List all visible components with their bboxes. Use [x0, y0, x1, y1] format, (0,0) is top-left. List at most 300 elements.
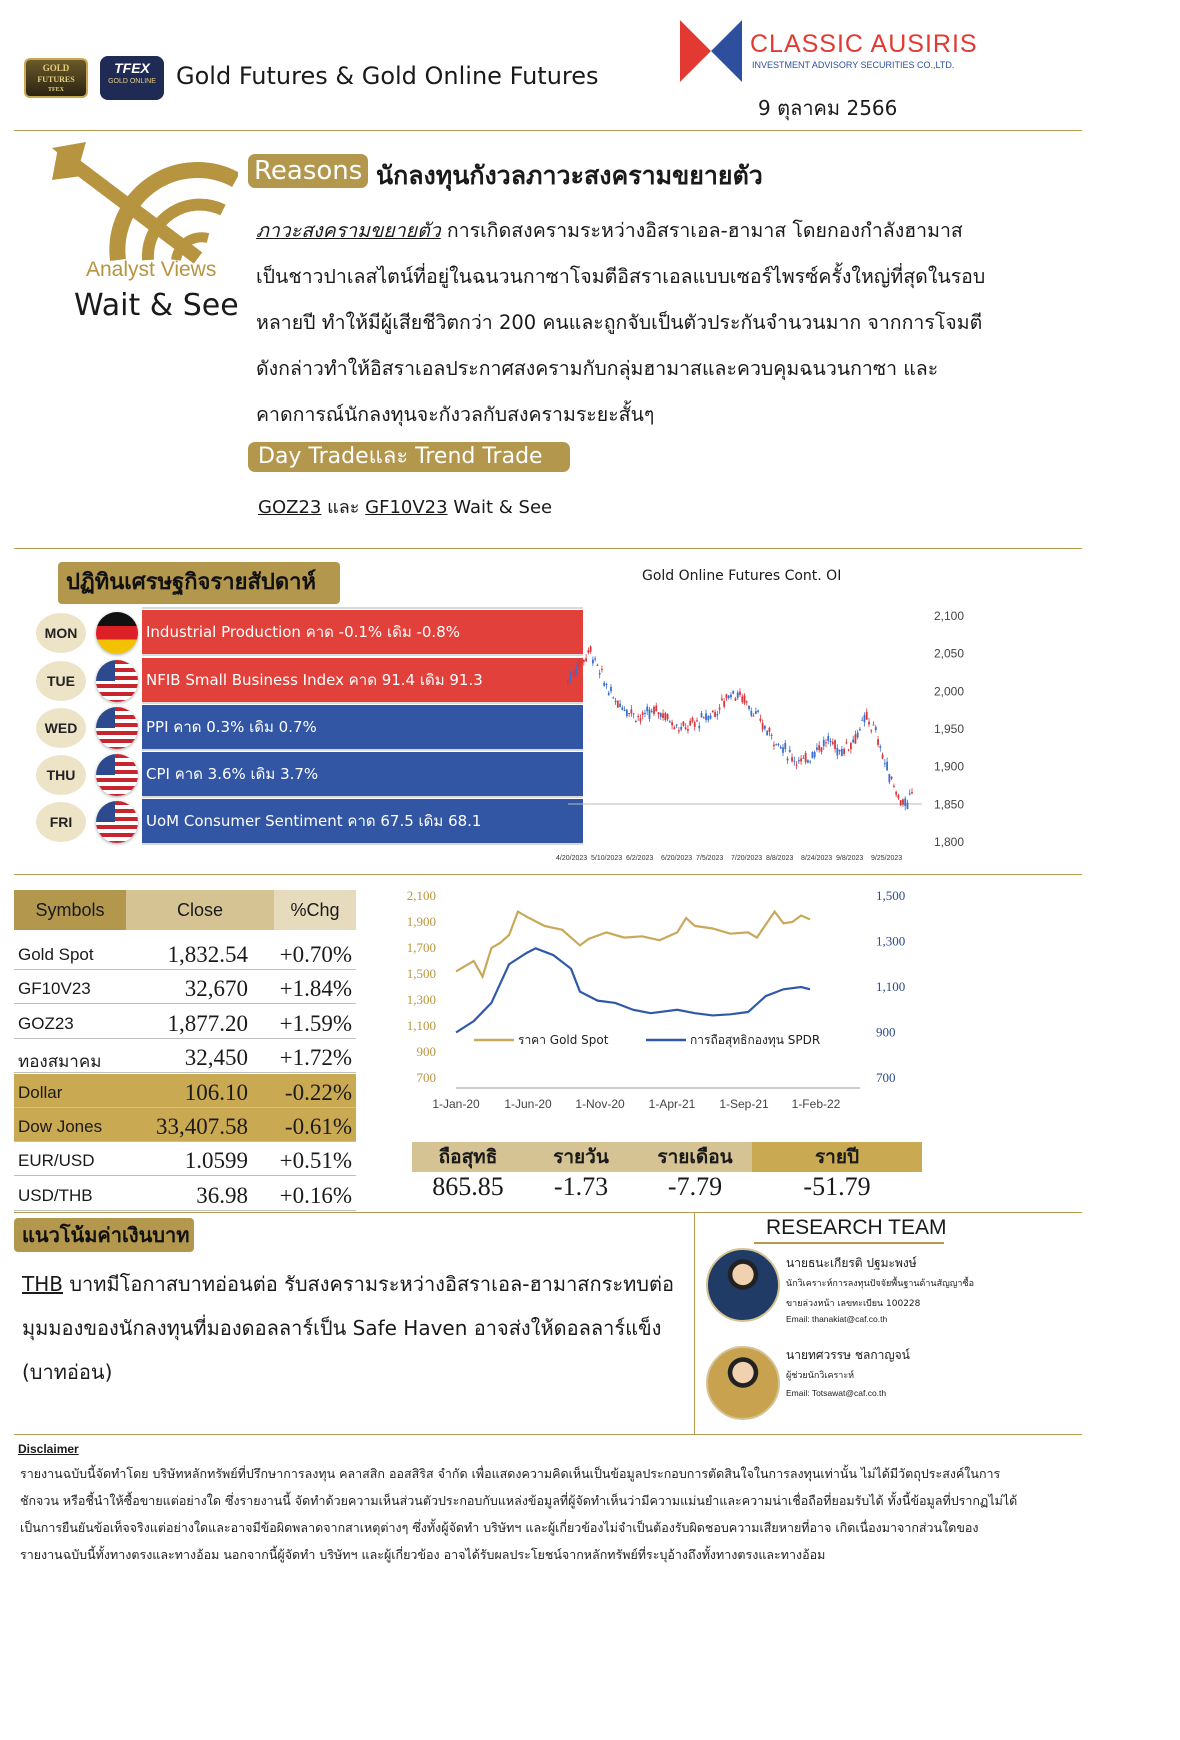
trade-view: Wait & See — [453, 497, 553, 518]
day-label: THU — [36, 755, 86, 795]
candle-body — [664, 713, 666, 720]
quote-symbol: EUR/USD — [18, 1151, 95, 1171]
disclaimer-body — [20, 1460, 1070, 1568]
disclaimer-line: รายงานฉบับนี้จัดทำโดย บริษัทหลักทรัพย์ที่ปรึกษาการลงทุน คลาสสิก ออสสิริส จำกัด เพื่อแสดงความคิดเห็นเป็นข้อมูลประกอบการตัดสินใจในการลงทุนเท่านั้น ไม่ได้มีวัตถุประสงค์ในการ — [20, 1466, 1001, 1481]
candle-body — [578, 660, 580, 668]
candle-body — [882, 755, 884, 759]
disclaimer-line: เป็นการยืนยันข้อเท็จจริงแต่อย่างใดและอาจมีข้อผิดพลาดจากสาเหตุต่างๆ ซึ่งทั้งผู้จัดทำ บริษัทฯ และผู้เกี่ยวข้องไม่จำเป็นต้องรับผิดชอบความเสียหายที่อาจ เกิดเนื่องมาจากส่วนใดของ — [20, 1520, 979, 1535]
quote-close: 33,407.58 — [156, 1114, 248, 1139]
candle-body — [836, 748, 838, 756]
candle-body — [796, 765, 798, 766]
candle-body — [807, 760, 809, 762]
candle-body — [689, 721, 691, 726]
candle-body — [658, 712, 660, 714]
quote-row — [14, 936, 356, 970]
candle-body — [879, 746, 881, 748]
quote-change: +1.72% — [279, 1045, 352, 1071]
quote-close: 32,450 — [184, 1045, 248, 1071]
report-date: 9 ตุลาคม 2566 — [758, 96, 898, 120]
candle-body — [673, 727, 675, 729]
us-flag-icon — [96, 801, 138, 843]
candle-body — [825, 742, 827, 743]
day-label: TUE — [36, 661, 86, 701]
candle-body — [744, 695, 746, 703]
page-title: Gold Futures & Gold Online Futures — [176, 62, 599, 90]
analyst-view: Wait & See — [74, 288, 239, 323]
candle-body — [870, 730, 872, 731]
candle-body — [911, 792, 913, 793]
candle-body — [884, 763, 886, 764]
calendar-event: CPI คาด 3.6% เดิม 3.7% — [142, 752, 583, 798]
candle-body — [814, 752, 816, 757]
disclaimer-title: Disclaimer — [18, 1442, 79, 1456]
baht-line — [22, 1262, 682, 1306]
candle-body — [841, 749, 843, 756]
us-flag-icon — [96, 754, 138, 796]
candle-body — [567, 679, 569, 684]
candle-body — [843, 749, 845, 754]
holdings-value: 865.85 — [432, 1172, 504, 1201]
candle-body — [832, 742, 834, 744]
candle-body — [628, 713, 630, 714]
candle-body — [707, 716, 709, 720]
left-tick-label: 1,900 — [406, 914, 436, 929]
candle-chart-title: Gold Online Futures Cont. OI — [642, 568, 842, 584]
candle-body — [583, 660, 585, 662]
holdings-value: -7.79 — [667, 1172, 723, 1201]
analyst-role-1: นักวิเคราะห์การลงทุนปัจจัยพื้นฐานด้านสัญญาซื้อ — [786, 1279, 974, 1289]
candle-body — [766, 731, 768, 736]
x-tick-label: 1-Sep-21 — [719, 1097, 769, 1111]
company-logo-mark — [680, 20, 742, 82]
candle-body — [775, 744, 777, 745]
candle-body — [576, 665, 578, 674]
quote-change: -0.22% — [284, 1079, 352, 1105]
candle-body — [569, 673, 571, 681]
candle-body — [630, 709, 632, 713]
candle-body — [667, 714, 669, 719]
spdr-holdings-line — [456, 948, 810, 1032]
baht-line: มุมมองของนักลงทุนที่มองดอลลาร์เป็น Safe Haven อาจส่งให้ดอลลาร์แข็ง — [22, 1316, 662, 1340]
candle-body — [750, 711, 752, 716]
candle-body — [574, 671, 576, 676]
candle-body — [845, 742, 847, 743]
vertical-divider — [694, 1212, 695, 1434]
candle-body — [895, 792, 897, 795]
candle-body — [703, 717, 705, 718]
candle-body — [886, 762, 888, 770]
candle-body — [805, 753, 807, 762]
analyst-caption: Analyst Views — [86, 258, 217, 281]
candle-body — [850, 743, 852, 749]
x-tick-label: 1-Jan-20 — [432, 1097, 480, 1111]
trade-symbol-2: GF10V23 — [365, 497, 448, 518]
candle-body — [662, 713, 664, 718]
x-tick-label: 1-Nov-20 — [575, 1097, 625, 1111]
candle-body — [798, 760, 800, 761]
calendar-title: ปฏิทินเศรษฐกิจรายสัปดาห์ — [58, 562, 340, 604]
quote-symbol: ทองสมาคม — [18, 1052, 102, 1072]
candle-body — [692, 718, 694, 722]
candle-body — [864, 715, 866, 722]
candle-body — [823, 740, 825, 746]
candle-body — [757, 711, 759, 712]
quote-change: +0.16% — [279, 1182, 352, 1208]
candle-body — [830, 741, 832, 742]
candle-body — [900, 800, 902, 805]
left-tick-label: 1,100 — [406, 1018, 436, 1033]
candle-body — [723, 701, 725, 707]
reasons-body — [256, 208, 1066, 438]
candle-body — [653, 707, 655, 714]
x-tick-label: 1-Feb-22 — [791, 1097, 841, 1111]
candle-body — [694, 722, 696, 727]
quotes-header — [14, 890, 356, 930]
x-tick-label: 6/20/2023 — [661, 855, 693, 862]
candle-body — [649, 709, 651, 718]
reasons-line: ดังกล่าวทำให้อิสราเอลประกาศสงครามกับกลุ่มฮามาสและควบคุมฉนวนกาซา และ — [256, 357, 939, 380]
quote-close: 1,877.20 — [167, 1010, 248, 1036]
candle-body — [802, 758, 804, 759]
calendar-event: Industrial Production คาด -0.1% เดิม -0.8% — [142, 610, 583, 656]
analyst-name-1: นายธนะเกียรติ ปฐมะพงษ์ — [786, 1256, 917, 1270]
calendar-event: PPI คาด 0.3% เดิม 0.7% — [142, 705, 583, 751]
company-subtitle: INVESTMENT ADVISORY SECURITIES CO.,LTD. — [752, 60, 955, 70]
gold-futures-logo — [24, 58, 88, 98]
candle-body — [701, 713, 703, 717]
quote-close: 32,670 — [184, 976, 248, 1002]
quotes-header-chg: %Chg — [274, 890, 356, 930]
quote-close: 1,832.54 — [167, 942, 248, 967]
candle-body — [680, 727, 682, 730]
candle-body — [603, 683, 605, 686]
candle-body — [816, 747, 818, 750]
candle-body — [646, 707, 648, 712]
quote-close: 36.98 — [196, 1182, 248, 1208]
logo-line: TFEX — [114, 60, 150, 76]
quote-change: +1.84% — [279, 976, 352, 1002]
candle-body — [737, 692, 739, 697]
candle-body — [735, 698, 737, 700]
day-label: FRI — [36, 802, 86, 842]
candle-body — [714, 712, 716, 717]
candle-body — [893, 786, 895, 787]
right-tick-label: 900 — [876, 1024, 896, 1040]
candle-body — [909, 793, 911, 794]
candle-body — [868, 722, 870, 725]
baht-body — [22, 1262, 682, 1394]
legend-spdr-label: การถือสุทธิกองทุน SPDR — [690, 1033, 821, 1047]
candle-body — [608, 693, 610, 695]
legend-gold-label: ราคา Gold Spot — [518, 1033, 609, 1047]
x-tick-label: 1-Apr-21 — [648, 1097, 696, 1111]
candle-body — [606, 684, 608, 685]
logo-line: GOLD — [42, 63, 70, 73]
reasons-lead: ภาวะสงครามขยายตัว — [256, 219, 441, 242]
calendar-bar-rule — [142, 607, 583, 609]
candle-body — [800, 759, 802, 762]
x-tick-label: 8/8/2023 — [766, 855, 794, 862]
y-tick-label: 2,100 — [934, 609, 965, 623]
candle-body — [855, 734, 857, 743]
holdings-value: -51.79 — [803, 1172, 871, 1201]
left-tick-label: 1,500 — [406, 966, 436, 981]
candle-body — [599, 673, 601, 674]
us-flag-icon — [96, 660, 138, 702]
candle-body — [859, 729, 861, 730]
candle-body — [594, 658, 596, 659]
candle-body — [748, 706, 750, 709]
candle-body — [581, 662, 583, 663]
candle-body — [904, 798, 906, 806]
candle-body — [848, 750, 850, 751]
x-tick-label: 7/20/2023 — [731, 855, 763, 862]
right-tick-label: 1,300 — [876, 933, 906, 949]
quote-symbol: GF10V23 — [18, 979, 91, 999]
candle-body — [635, 721, 637, 722]
quotes-header-close: Close — [126, 890, 274, 930]
candle-body — [771, 735, 773, 736]
quote-row — [14, 1074, 356, 1108]
baht-badge: แนวโน้มค่าเงินบาท — [14, 1218, 194, 1252]
candle-body — [753, 716, 755, 717]
candle-body — [637, 716, 639, 717]
candle-body — [821, 747, 823, 751]
company-name: CLASSIC AUSIRIS — [750, 30, 978, 58]
candle-body — [612, 698, 614, 699]
candle-body — [705, 713, 707, 720]
quote-symbol: USD/THB — [18, 1185, 93, 1205]
left-tick-label: 900 — [416, 1044, 436, 1059]
target-dart-icon — [48, 140, 238, 270]
candle-body — [791, 757, 793, 761]
candle-body — [875, 727, 877, 730]
left-tick-label: 1,700 — [406, 940, 436, 955]
candle-body — [764, 726, 766, 729]
candle-body — [683, 722, 685, 726]
baht-text: บาทมีโอกาสบาทอ่อนต่อ รับสงครามระหว่างอิสราเอล-ฮามาสกระทบต่อ — [62, 1272, 674, 1296]
candle-body — [676, 724, 678, 725]
candle-body — [615, 701, 617, 702]
us-flag-icon — [96, 707, 138, 749]
calendar-event: UoM Consumer Sentiment คาด 67.5 เดิม 68.1 — [142, 799, 583, 845]
analyst-email-2[interactable]: Email: Totsawat@caf.co.th — [786, 1388, 887, 1398]
reasons-text: การเกิดสงครามระหว่างอิสราเอล-ฮามาส โดยกองกำลังฮามาส — [440, 219, 963, 242]
candle-body — [621, 708, 623, 710]
candle-body — [640, 718, 642, 721]
candle-body — [866, 712, 868, 720]
gold-spdr-chart — [400, 884, 920, 1116]
candle-body — [685, 728, 687, 729]
candle-body — [587, 650, 589, 652]
candle-body — [888, 774, 890, 782]
candle-body — [696, 720, 698, 721]
germany-flag-icon — [96, 612, 138, 654]
x-tick-label: 4/20/2023 — [556, 855, 588, 862]
candle-body — [728, 696, 730, 698]
candle-body — [716, 714, 718, 715]
candle-body — [773, 745, 775, 746]
reasons-badge: Reasons — [248, 154, 368, 188]
candle-body — [778, 744, 780, 745]
reasons-line: เป็นชาวปาเลสไตน์ที่อยู่ในฉนวนกาซาโจมตีอิสราเอลแบบเซอร์ไพรซ์ครั้งใหญ่ที่สุดในรอบ — [256, 265, 986, 288]
logo-line: GOLD ONLINE — [108, 78, 156, 85]
candle-body — [902, 799, 904, 804]
divider — [14, 1212, 1082, 1213]
candle-body — [852, 740, 854, 743]
holdings-header: รายวัน — [524, 1142, 638, 1172]
candle-body — [789, 750, 791, 752]
candle-body — [898, 795, 900, 798]
candle-body — [597, 665, 599, 666]
baht-lead: THB — [22, 1272, 63, 1296]
candle-body — [739, 692, 741, 695]
quote-row — [14, 1177, 356, 1211]
reasons-line: หลายปี ทำให้มีผู้เสียชีวิตกว่า 200 คนและถูกจับเป็นตัวประกันจำนวนมาก จากการโจมตี — [256, 311, 983, 334]
quote-change: -0.61% — [284, 1114, 352, 1139]
quote-change: +0.51% — [279, 1148, 352, 1174]
candle-body — [793, 761, 795, 762]
quote-symbol: GOZ23 — [18, 1013, 74, 1033]
candle-body — [809, 761, 811, 762]
analyst-photo-1 — [706, 1248, 780, 1322]
candle-body — [877, 739, 879, 745]
quote-row — [14, 1142, 356, 1176]
candle-body — [592, 660, 594, 664]
trade-badge: Day Tradeและ Trend Trade — [248, 442, 570, 472]
candle-body — [784, 743, 786, 749]
holdings-header: รายปี — [752, 1142, 922, 1172]
candle-body — [818, 745, 820, 750]
candle-body — [780, 747, 782, 748]
candle-body — [698, 726, 700, 728]
calendar-event: NFIB Small Business Index คาด 91.4 เดิม 91.3 — [142, 658, 583, 704]
candle-body — [624, 710, 626, 711]
candle-body — [687, 729, 689, 731]
candle-body — [590, 646, 592, 651]
candle-body — [762, 723, 764, 730]
analyst-email-1[interactable]: Email: thanakiat@caf.co.th — [786, 1314, 888, 1324]
quote-row — [14, 1108, 356, 1142]
candle-body — [787, 758, 789, 760]
quote-symbol: Gold Spot — [18, 945, 94, 964]
x-tick-label: 5/10/2023 — [591, 855, 623, 862]
candle-body — [812, 752, 814, 758]
candle-body — [782, 747, 784, 753]
y-tick-label: 1,800 — [934, 835, 965, 849]
candle-body — [642, 712, 644, 714]
candle-body — [755, 711, 757, 714]
quote-row — [14, 970, 356, 1004]
disclaimer-line: รายงานฉบับนี้ทั้งทางตรงและทางอ้อม นอกจากนี้ผู้จัดทำ บริษัทฯ และผู้เกี่ยวข้อง อาจได้รับผลประโยชน์จากหลักทรัพย์ที่ระบุอ้างถึงทั้งทางตรงและทางอ้อม — [20, 1547, 826, 1562]
candle-body — [891, 777, 893, 779]
left-tick-label: 1,300 — [406, 992, 436, 1007]
y-tick-label: 1,950 — [934, 722, 965, 736]
holdings-value: -1.73 — [553, 1172, 609, 1201]
baht-line: (บาทอ่อน) — [22, 1360, 113, 1384]
candle-body — [873, 725, 875, 726]
divider — [14, 130, 1082, 131]
candle-body — [712, 711, 714, 713]
day-label: WED — [36, 708, 86, 748]
reasons-line — [256, 208, 1066, 254]
quote-change: +0.70% — [279, 942, 352, 967]
tfex-gold-online-logo — [100, 56, 164, 100]
right-tick-label: 1,100 — [876, 979, 906, 994]
quote-change: +1.59% — [279, 1010, 352, 1036]
analyst-photo-2 — [706, 1346, 780, 1420]
candle-body — [585, 658, 587, 661]
reasons-line: คาดการณ์นักลงทุนจะกังวลกับสงครามระยะสั้นๆ — [256, 403, 655, 426]
candle-body — [633, 713, 635, 714]
candle-body — [669, 721, 671, 722]
trade-line — [258, 492, 552, 521]
candle-body — [732, 691, 734, 694]
trade-conj: และ — [327, 497, 360, 518]
candle-body — [601, 669, 603, 670]
candle-body — [769, 728, 771, 732]
candle-body — [671, 722, 673, 725]
day-label: MON — [36, 613, 86, 653]
reasons-heading: นักลงทุนกังวลภาวะสงครามขยายตัว — [376, 161, 763, 190]
candle-body — [726, 694, 728, 698]
candle-body — [655, 706, 657, 711]
x-tick-label: 9/8/2023 — [836, 855, 864, 862]
candle-body — [619, 704, 621, 707]
left-tick-label: 2,100 — [406, 888, 436, 903]
candle-body — [834, 740, 836, 749]
research-title-rule — [754, 1242, 944, 1244]
candle-body — [678, 730, 680, 731]
candle-body — [617, 701, 619, 708]
quote-row — [14, 1005, 356, 1039]
analyst-name-2: นายทศวรรษ ชลกาญจน์ — [786, 1348, 910, 1362]
logo-line: FUTURES — [37, 75, 75, 84]
right-tick-label: 1,500 — [876, 888, 906, 903]
right-tick-label: 700 — [876, 1070, 896, 1085]
quote-symbol: Dollar — [18, 1082, 63, 1102]
x-tick-label: 9/25/2023 — [871, 855, 903, 862]
analyst-role-1b: ขายล่วงหน้า เลขทะเบียน 100228 — [786, 1299, 921, 1309]
candle-body — [746, 701, 748, 702]
holdings-header: ถือสุทธิ — [412, 1142, 524, 1172]
candle-body — [626, 710, 628, 717]
divider — [14, 548, 1082, 549]
candle-body — [827, 736, 829, 741]
candle-body — [719, 708, 721, 710]
quote-row — [14, 1039, 356, 1073]
quotes-header-symbols: Symbols — [14, 890, 126, 930]
candle-body — [907, 803, 909, 809]
candle-body — [857, 733, 859, 738]
x-tick-label: 6/2/2023 — [626, 855, 654, 862]
quote-symbol: Dow Jones — [18, 1117, 103, 1136]
analyst-role-2: ผู้ช่วยนักวิเคราะห์ — [786, 1371, 855, 1381]
candle-body — [660, 713, 662, 717]
x-tick-label: 1-Jun-20 — [504, 1097, 552, 1111]
divider — [14, 1434, 1082, 1435]
candle-body — [741, 697, 743, 703]
disclaimer-line: ชักจวน หรือชี้นำให้ซื้อขายแต่อย่างใด ซึ่งรายงานนี้ จัดทำด้วยความเห็นส่วนตัวประกอบกับแหล่งข้อมูลที่ผู้จัดทำเห็นว่ามีความแม่นยำและความน่าเชื่อถือที่ยอมรับได้ ทั้งนี้ข้อมูลที่ปรากฏไม่ได้ — [20, 1493, 1018, 1508]
trade-symbol-1: GOZ23 — [258, 497, 322, 518]
candle-body — [730, 695, 732, 698]
left-tick-label: 700 — [416, 1070, 436, 1085]
logo-line: TFEX — [47, 87, 64, 93]
candle-body — [710, 716, 712, 719]
candle-body — [759, 719, 761, 721]
candle-body — [861, 720, 863, 721]
quote-close: 106.10 — [184, 1079, 248, 1105]
